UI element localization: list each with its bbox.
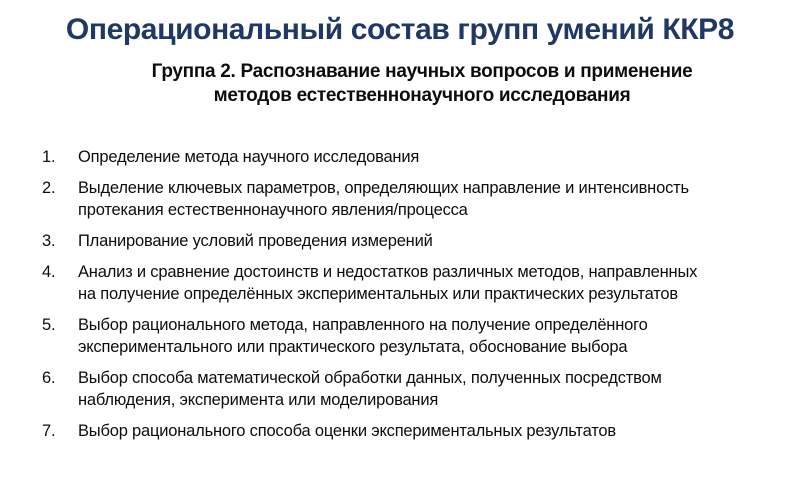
item-line: экспериментального или практического результата, обоснование выбора bbox=[78, 338, 628, 356]
item-number: 6. bbox=[42, 369, 56, 387]
list-item bbox=[42, 367, 768, 411]
subtitle-line: Группа 2. Распознавание научных вопросов и применение bbox=[151, 61, 693, 82]
item-line: Выделение ключевых параметров, определяющих направление и интенсивность bbox=[78, 179, 689, 197]
list-item bbox=[42, 146, 768, 168]
subtitle-line: методов естественнонаучного исследования bbox=[213, 85, 631, 106]
item-text bbox=[78, 177, 768, 221]
item-number: 7. bbox=[42, 422, 56, 440]
item-number: 3. bbox=[42, 232, 56, 250]
item-line: Выбор способа математической обработки данных, полученных посредством bbox=[78, 369, 662, 387]
slide-title: Операциональный состав групп умений ККР8 bbox=[65, 13, 735, 46]
item-text bbox=[78, 146, 768, 168]
item-line: Выбор рационального метода, направленного на получение определённого bbox=[78, 316, 648, 334]
item-number: 2. bbox=[42, 179, 56, 197]
item-number: 1. bbox=[42, 148, 56, 166]
list-item bbox=[42, 261, 768, 305]
item-line: протекания естественнонаучного явления/процесса bbox=[78, 201, 468, 219]
item-text bbox=[78, 314, 768, 358]
skills-list bbox=[42, 146, 768, 451]
list-item bbox=[42, 230, 768, 252]
item-line: Выбор рационального способа оценки экспериментальных результатов bbox=[78, 422, 616, 440]
item-text bbox=[78, 420, 768, 442]
item-line: на получение определённых экспериментальных или практических результатов bbox=[78, 285, 678, 303]
item-text bbox=[78, 261, 768, 305]
item-line: Анализ и сравнение достоинств и недостатков различных методов, направленных bbox=[78, 263, 698, 281]
list-item bbox=[42, 314, 768, 358]
item-line: Планирование условий проведения измерений bbox=[78, 232, 433, 250]
item-line: Определение метода научного исследования bbox=[78, 148, 420, 166]
item-number: 4. bbox=[42, 263, 56, 281]
list-item bbox=[42, 420, 768, 442]
item-text bbox=[78, 230, 768, 252]
item-text bbox=[78, 367, 768, 411]
item-line: наблюдения, эксперимента или моделирования bbox=[78, 391, 439, 409]
list-item bbox=[42, 177, 768, 221]
item-number: 5. bbox=[42, 316, 56, 334]
slide-subtitle bbox=[0, 60, 800, 108]
